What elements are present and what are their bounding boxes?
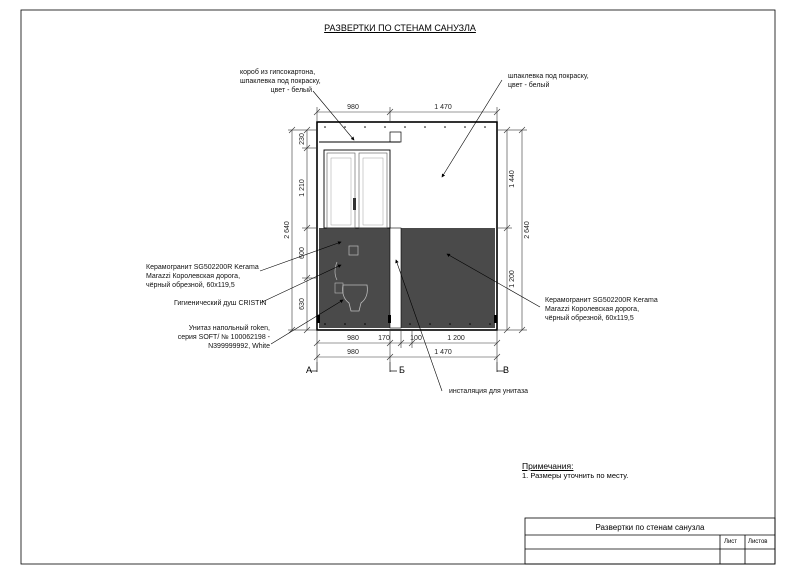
callout-toilet: Унитаз напольный roken, серия SOFT/ № 100062198 - N399999992, White	[177, 325, 270, 350]
dim-left-2: 1 210	[299, 179, 306, 197]
dim-left-4: 630	[299, 298, 306, 310]
axis-mark-v: В	[502, 365, 510, 375]
tile-zone-left	[319, 228, 390, 328]
callout-shower: Гигиенический душ CRISTIN	[174, 300, 267, 307]
callout-installation: инсталяция для унитаза	[449, 388, 529, 395]
axis-mark-b: Б	[399, 365, 405, 375]
dim-bottom-1: 980	[347, 335, 359, 342]
callout-tile-right: Керамогранит SG502200R Kerama Marazzi Королевская дорога, чёрный обрезной, 60х119,5	[545, 297, 658, 322]
dim-right-total: 2 640	[524, 221, 531, 239]
dim-top-2: 1 470	[434, 104, 452, 111]
stamp-sheets-label: Листов	[748, 539, 768, 545]
notes-item: 1. Размеры уточнить по месту.	[522, 471, 629, 480]
door-glass	[324, 150, 390, 228]
stamp-title: Развертки по стенам санузла	[595, 523, 705, 532]
callout-tile-left: Керамогранит SG502200R Kerama Marazzi Королевская дорога, чёрный обрезной, 60х119,5	[146, 264, 259, 289]
dim-right-2: 1 200	[509, 270, 516, 288]
notes-heading: Примечания:	[522, 461, 574, 471]
dim-bottom-3: 100	[410, 335, 422, 342]
callout-putty: шпаклевка под покраску, цвет - белый	[508, 73, 589, 89]
tile-zone-right	[401, 228, 495, 328]
installation-strip	[390, 228, 401, 328]
dim-left-total: 2 640	[284, 221, 291, 239]
axis-mark-a: А	[305, 365, 313, 375]
callout-gkl-box: короб из гипсокартона, шпаклевка под покраску, цвет - белый	[240, 69, 321, 94]
dim-bottom2-2: 1 470	[434, 349, 452, 356]
axis-marks	[310, 362, 504, 372]
dim-bottom-4: 1 200	[447, 335, 465, 342]
dim-right-1: 1 440	[509, 170, 516, 188]
dim-left-3: 600	[299, 247, 306, 259]
dim-top-1: 980	[347, 104, 359, 111]
stamp-sheet-label: Лист	[724, 539, 738, 545]
wall-elevation	[317, 122, 497, 330]
page-title: РАЗВЕРТКИ ПО СТЕНАМ САНУЗЛА	[324, 23, 476, 33]
gkl-box-step	[390, 132, 401, 142]
dim-left-1: 230	[299, 133, 306, 145]
dim-bottom2-1: 980	[347, 349, 359, 356]
dim-bottom-2: 170	[378, 335, 390, 342]
